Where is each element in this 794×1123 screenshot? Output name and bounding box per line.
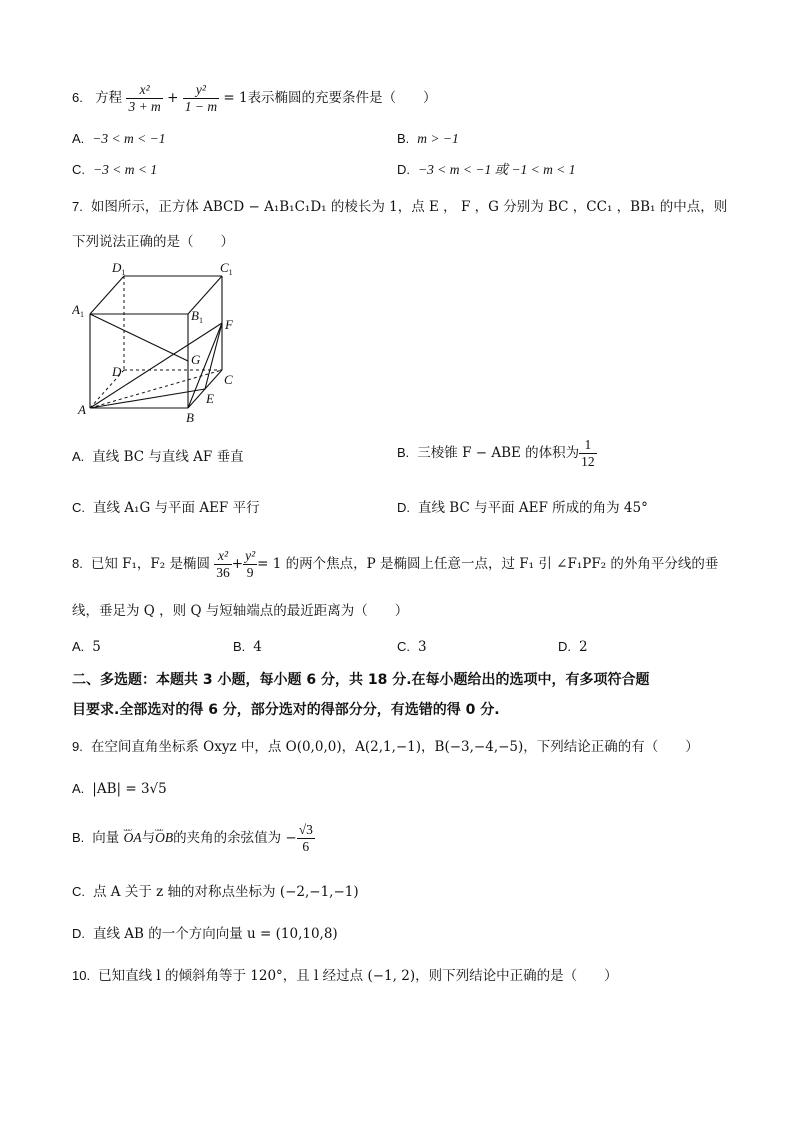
q7-option-b[interactable] bbox=[397, 437, 597, 470]
option-label: C. bbox=[72, 162, 85, 177]
q6-fraction-2 bbox=[183, 82, 219, 115]
label-b: B bbox=[186, 410, 194, 425]
option-text-post: 的夹角的余弦值为 − bbox=[173, 830, 297, 846]
q8-option-b[interactable] bbox=[233, 637, 262, 657]
q8-plus: + bbox=[231, 556, 244, 572]
label-f: F bbox=[225, 317, 233, 332]
option-label: B. bbox=[397, 131, 410, 146]
q8-fraction-2 bbox=[243, 548, 257, 581]
option-text-mid: 与 bbox=[141, 830, 156, 846]
option-label: D. bbox=[558, 639, 571, 654]
q9-option-b[interactable] bbox=[72, 822, 315, 855]
fraction-numerator: 1 bbox=[579, 437, 597, 454]
option-text: 4 bbox=[253, 639, 262, 655]
q7-number: 7. bbox=[72, 199, 83, 214]
q6-option-d[interactable] bbox=[397, 160, 576, 180]
label-d: D bbox=[112, 364, 122, 379]
q6-option-c[interactable] bbox=[72, 160, 157, 180]
label-d1: $D_1$ bbox=[112, 260, 126, 277]
q8-option-d[interactable] bbox=[558, 637, 588, 657]
q7-option-d[interactable] bbox=[397, 498, 648, 518]
section-2-heading-line1: 二、多选题：本题共 3 小题，每小题 6 分，共 18 分.在每小题给出的选项中，有多项符合题 bbox=[72, 672, 650, 688]
option-label: A. bbox=[72, 639, 85, 654]
option-label: C. bbox=[72, 500, 85, 515]
option-text: 2 bbox=[579, 639, 588, 655]
q8-frac1-denominator: 36 bbox=[216, 565, 230, 580]
q8-frac1-numerator: x² bbox=[214, 548, 232, 565]
q10-number: 10. bbox=[72, 968, 91, 983]
option-text: |AB| = 3√5 bbox=[92, 781, 167, 797]
option-text: m > −1 bbox=[417, 131, 459, 146]
q8-number: 8. bbox=[72, 556, 83, 571]
q9-text: 在空间直角坐标系 Oxyz 中，点 O(0,0,0)，A(2,1,−1)，B(−3,−4,−5)，下列结论正确的有（ ） bbox=[90, 739, 699, 755]
option-label: B. bbox=[72, 830, 85, 845]
q8-prefix: 已知 F₁，F₂ 是椭圆 bbox=[90, 556, 210, 572]
cube-figure bbox=[72, 258, 252, 428]
option-label: B. bbox=[397, 445, 410, 460]
q8-option-a[interactable] bbox=[72, 637, 101, 657]
q7b-fraction bbox=[579, 437, 597, 470]
q8-frac2-numerator: y² bbox=[245, 548, 256, 563]
q10-stem bbox=[72, 966, 618, 986]
q6-number: 6. bbox=[72, 90, 83, 105]
fraction-denominator: 12 bbox=[581, 454, 595, 469]
q9-number: 9. bbox=[72, 739, 83, 754]
fraction-denominator: 6 bbox=[302, 839, 310, 854]
q6-prefix: 方程 bbox=[95, 90, 123, 106]
option-text: −3 < m < −1 或 −1 < m < 1 bbox=[418, 162, 576, 177]
q6-frac2-numerator: y² bbox=[183, 82, 219, 99]
q6-frac1-numerator: x² bbox=[126, 82, 162, 99]
fraction-numerator: √3 bbox=[298, 822, 313, 837]
option-label: C. bbox=[397, 639, 410, 654]
label-a: A bbox=[78, 402, 86, 417]
q7-stem-line2: 下列说法正确的是（ ） bbox=[72, 234, 234, 250]
label-e: E bbox=[206, 391, 214, 406]
option-label: B. bbox=[233, 639, 246, 654]
q6-option-b[interactable] bbox=[397, 129, 459, 149]
q6-stem bbox=[72, 82, 437, 115]
option-text: 5 bbox=[92, 639, 101, 655]
q10-text: 已知直线 l 的倾斜角等于 120°，且 l 经过点 (−1, 2)，则下列结论中正确的是（ ） bbox=[98, 968, 618, 984]
option-text: −3 < m < 1 bbox=[93, 162, 158, 177]
edge-a1d1 bbox=[90, 276, 124, 314]
option-text: 直线 AB 的一个方向向量 u = (10,10,8) bbox=[93, 926, 338, 942]
q9b-fraction bbox=[297, 822, 315, 855]
q6-fraction-1 bbox=[126, 82, 162, 115]
option-text: −3 < m < −1 bbox=[92, 131, 166, 146]
q9-stem bbox=[72, 737, 699, 757]
option-label: D. bbox=[397, 162, 410, 177]
option-label: C. bbox=[72, 884, 85, 899]
q7-text-1: 如图所示，正方体 ABCD − A₁B₁C₁D₁ 的棱长为 1，点 E ， F ，G 分别为 BC ，CC₁ ，BB₁ 的中点，则 bbox=[90, 199, 728, 215]
q8-frac2-denominator: 9 bbox=[246, 565, 254, 580]
label-b1: $B_1$ bbox=[191, 308, 203, 325]
q9-option-c[interactable] bbox=[72, 882, 359, 902]
q8-option-c[interactable] bbox=[397, 637, 427, 657]
option-text: 直线 A₁G 与平面 AEF 平行 bbox=[93, 500, 260, 516]
q8-stem-line1 bbox=[72, 548, 718, 581]
option-text-pre: 向量 bbox=[92, 830, 120, 846]
option-text: 三棱锥 F − ABE 的体积为 bbox=[417, 445, 580, 461]
option-text: 3 bbox=[418, 639, 427, 655]
q9-option-a[interactable] bbox=[72, 779, 167, 799]
q8-fraction-1 bbox=[214, 548, 232, 581]
vector-oa: ᴗᴗᴗ OA bbox=[124, 828, 142, 848]
label-a1: $A_1$ bbox=[72, 302, 84, 319]
q7-stem-line1 bbox=[72, 197, 727, 217]
option-text: 直线 BC 与直线 AF 垂直 bbox=[92, 449, 244, 465]
q6-option-a[interactable] bbox=[72, 129, 166, 149]
q6-frac1-denominator: 3 + m bbox=[128, 99, 161, 114]
q6-suffix: 表示椭圆的充要条件是（ ） bbox=[247, 90, 437, 106]
option-label: A. bbox=[72, 131, 85, 146]
q8-suffix: = 1 的两个焦点，P 是椭圆上任意一点，过 F₁ 引 ∠F₁PF₂ 的外角平分线的垂 bbox=[257, 556, 719, 572]
option-label: D. bbox=[397, 500, 410, 515]
label-g: G bbox=[191, 352, 201, 367]
q7-option-c[interactable] bbox=[72, 498, 260, 518]
q7-option-a[interactable] bbox=[72, 447, 244, 467]
segment-af bbox=[90, 323, 222, 408]
vector-ob: ᴗᴗᴗ OB bbox=[155, 828, 173, 848]
section-2-heading-line2: 目要求.全部选对的得 6 分，部分选对的得部分分，有选错的得 0 分. bbox=[72, 702, 500, 718]
option-label: D. bbox=[72, 926, 85, 941]
option-text: 点 A 关于 z 轴的对称点坐标为 (−2,−1,−1) bbox=[93, 884, 359, 900]
q6-equals: = 1 bbox=[223, 90, 248, 106]
q6-frac2-denominator: 1 − m bbox=[184, 99, 218, 114]
q6-plus: + bbox=[167, 90, 179, 106]
q8-stem-line2: 线，垂足为 Q ，则 Q 与短轴端点的最近距离为（ ） bbox=[72, 603, 409, 619]
option-text: 直线 BC 与平面 AEF 所成的角为 45° bbox=[418, 500, 648, 516]
option-label: A. bbox=[72, 781, 85, 796]
option-label: A. bbox=[72, 449, 85, 464]
label-c: C bbox=[224, 372, 233, 387]
label-c1: $C_1$ bbox=[220, 260, 233, 277]
q9-option-d[interactable] bbox=[72, 924, 338, 944]
